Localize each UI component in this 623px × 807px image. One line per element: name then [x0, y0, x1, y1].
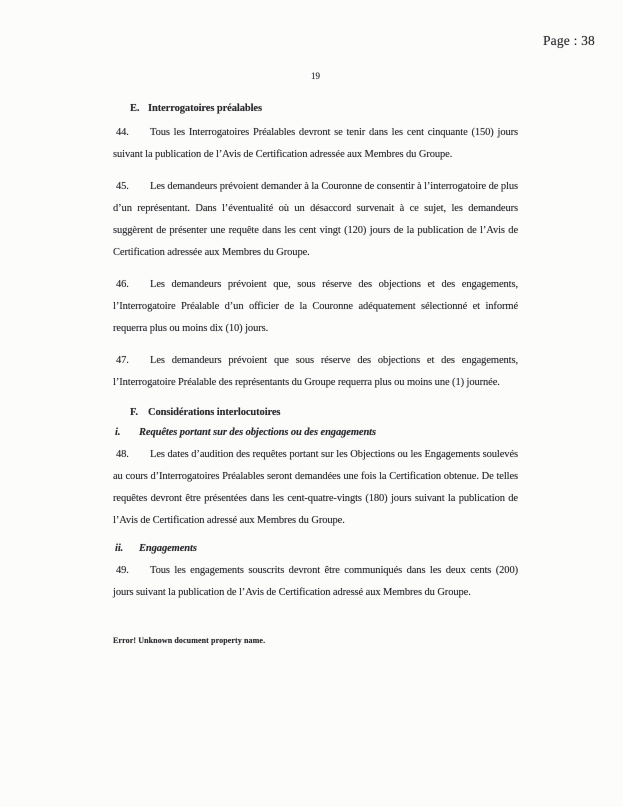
section-heading [113, 102, 518, 116]
section-heading-label: i. [115, 427, 121, 438]
page-header-label: Page : 38 [542, 33, 595, 48]
document-body [113, 90, 518, 614]
paragraph-number: 46. [116, 279, 129, 290]
section-heading [113, 406, 518, 420]
paragraph-text: Les demandeurs prévoient que sous réserve des objections et des engagements, l’Interrogatoire Préalable des représentants du Groupe requerra plus ou moins une (1) journée. [113, 355, 518, 388]
paragraph-text: Les demandeurs prévoient que, sous réserve des objections et des engagements, l’Interrogatoire Préalable d’un officier de la Couronne adéquatement sélectionné et informé requerra plus ou moins dix (10) jours. [113, 279, 518, 334]
paragraph [113, 176, 518, 264]
section-heading [113, 542, 518, 556]
paragraph-text: Tous les engagements souscrits devront être communiqués dans les deux cents (200) jours suivant la publication de l’Avis de Certification adressé aux Membres du Groupe. [113, 565, 518, 598]
section-heading-text: Interrogatoires préalables [148, 103, 262, 114]
footer-error-text: Error! Unknown document property name. [113, 636, 266, 645]
paragraph-number: 49. [116, 565, 129, 576]
paragraph-text: Tous les Interrogatoires Préalables devront se tenir dans les cent cinquante (150) jours suivant la publication de l’Avis de Certification adressée aux Membres du Groupe. [113, 127, 518, 160]
paragraph-number: 47. [116, 355, 129, 366]
paragraph-number: 44. [116, 127, 129, 138]
section-heading [113, 426, 518, 440]
paragraph [113, 560, 518, 604]
section-heading-label: F. [130, 407, 138, 418]
paragraph [113, 274, 518, 340]
paragraph-number: 45. [116, 181, 129, 192]
paragraph-number: 48. [116, 449, 129, 460]
paragraph [113, 350, 518, 394]
section-heading-text: Considérations interlocutoires [148, 407, 281, 418]
sheet-number: 19 [311, 71, 320, 81]
paragraph-text: Les dates d’audition des requêtes portant sur les Objections ou les Engagements soulevés au cours d’Interrogatoires Préalables seront demandées une fois la Certification obtenue. De telles requêtes devront être présentées dans les cent-quatre-vingts (180) jours suivant la publication de l’Avis de Certification adressé aux Membres du Groupe. [113, 449, 518, 526]
paragraph [113, 122, 518, 166]
section-heading-label: E. [130, 103, 140, 114]
section-heading-text: Engagements [139, 543, 197, 554]
section-heading-text: Requêtes portant sur des objections ou des engagements [139, 427, 376, 438]
paragraph [113, 444, 518, 532]
section-heading-label: ii. [115, 543, 124, 554]
paragraph-text: Les demandeurs prévoient demander à la Couronne de consentir à l’interrogatoire de plus d’un représentant. Dans l’éventualité où un désaccord survenait à ce sujet, les demandeurs suggèrent de présenter une requête dans les cent vingt (120) jours de la publication de l’Avis de Certification adressée aux Membres du Groupe. [113, 181, 518, 258]
